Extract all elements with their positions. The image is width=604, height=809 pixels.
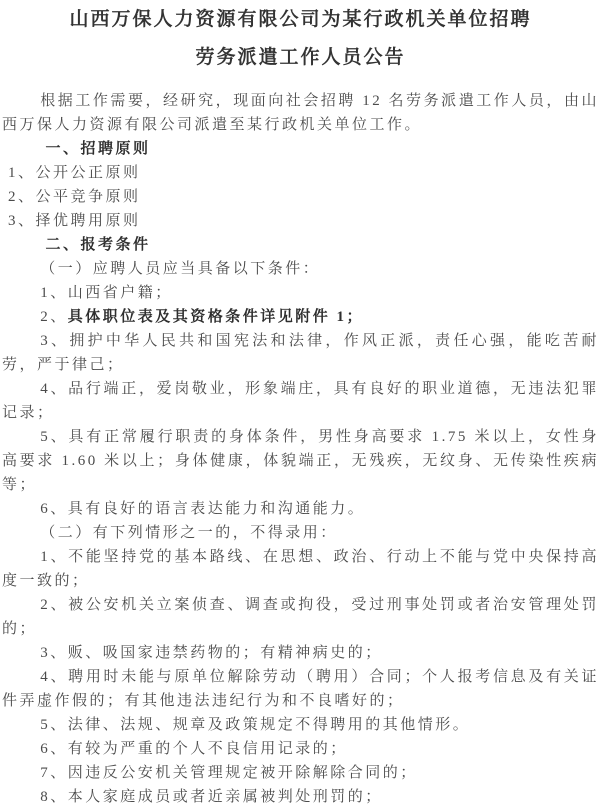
section-heading: 一、招聘原则	[45, 141, 151, 157]
doc-paragraph: 根据工作需要，经研究，现面向社会招聘 12 名劳务派遣工作人员，由山西万保人力资源有限公司派遣至某行政机关单位工作。	[2, 93, 599, 133]
doc-paragraph: 3、贩、吸国家违禁药物的；有精神病史的；	[40, 645, 383, 661]
doc-paragraph: 6、有较为严重的个人不良信用记录的；	[40, 741, 348, 757]
list-item: 3、择优聘用原则	[8, 213, 141, 229]
doc-paragraph: 2、被公安机关立案侦查、调查或拘役，受过刑事处罚或者治安管理处罚的；	[2, 597, 599, 637]
doc-paragraph: 5、具有正常履行职责的身体条件，男性身高要求 1.75 米以上，女性身高要求 1.60 米以上；身体健康，体貌端正，无残疾，无纹身、无传染性疾病等；	[2, 429, 599, 493]
document-title: 山西万保人力资源有限公司为某行政机关单位招聘	[69, 9, 532, 30]
list-number: 2、	[40, 309, 68, 325]
doc-paragraph: （二）有下列情形之一的，不得录用：	[40, 525, 338, 541]
doc-paragraph: 4、品行端正，爱岗敬业，形象端庄，具有良好的职业道德，无违法犯罪记录；	[2, 381, 599, 421]
doc-paragraph: 5、法律、法规、规章及政策规定不得聘用的其他情形。	[40, 717, 471, 733]
doc-paragraph: 1、不能坚持党的基本路线、在思想、政治、行动上不能与党中央保持高度一致的；	[2, 549, 599, 589]
document-body	[2, 89, 599, 809]
list-item: 1、公开公正原则	[8, 165, 141, 181]
doc-paragraph: 3、拥护中华人民共和国宪法和法律，作风正派，责任心强，能吃苦耐劳，严于律己；	[2, 333, 599, 373]
doc-paragraph: 4、聘用时未能与原单位解除劳动（聘用）合同；个人报考信息及有关证件弄虚作假的；有其他违法违纪行为和不良嗜好的；	[2, 669, 599, 709]
doc-paragraph: 1、山西省户籍；	[40, 285, 173, 301]
doc-paragraph: 8、本人家庭成员或者近亲属被判处刑罚的；	[40, 789, 383, 805]
emphasized-text: 具体职位表及其资格条件详见附件 1；	[67, 309, 365, 325]
list-item: 2、公平竞争原则	[8, 189, 141, 205]
section-heading: 二、报考条件	[45, 237, 151, 253]
doc-paragraph: （一）应聘人员应当具备以下条件：	[40, 261, 321, 277]
doc-paragraph: 6、具有良好的语言表达能力和沟通能力。	[40, 501, 366, 517]
doc-paragraph: 7、因违反公安机关管理规定被开除解除合同的；	[40, 765, 418, 781]
doc-paragraph	[2, 305, 599, 329]
document-subtitle: 劳务派遣工作人员公告	[195, 47, 406, 68]
